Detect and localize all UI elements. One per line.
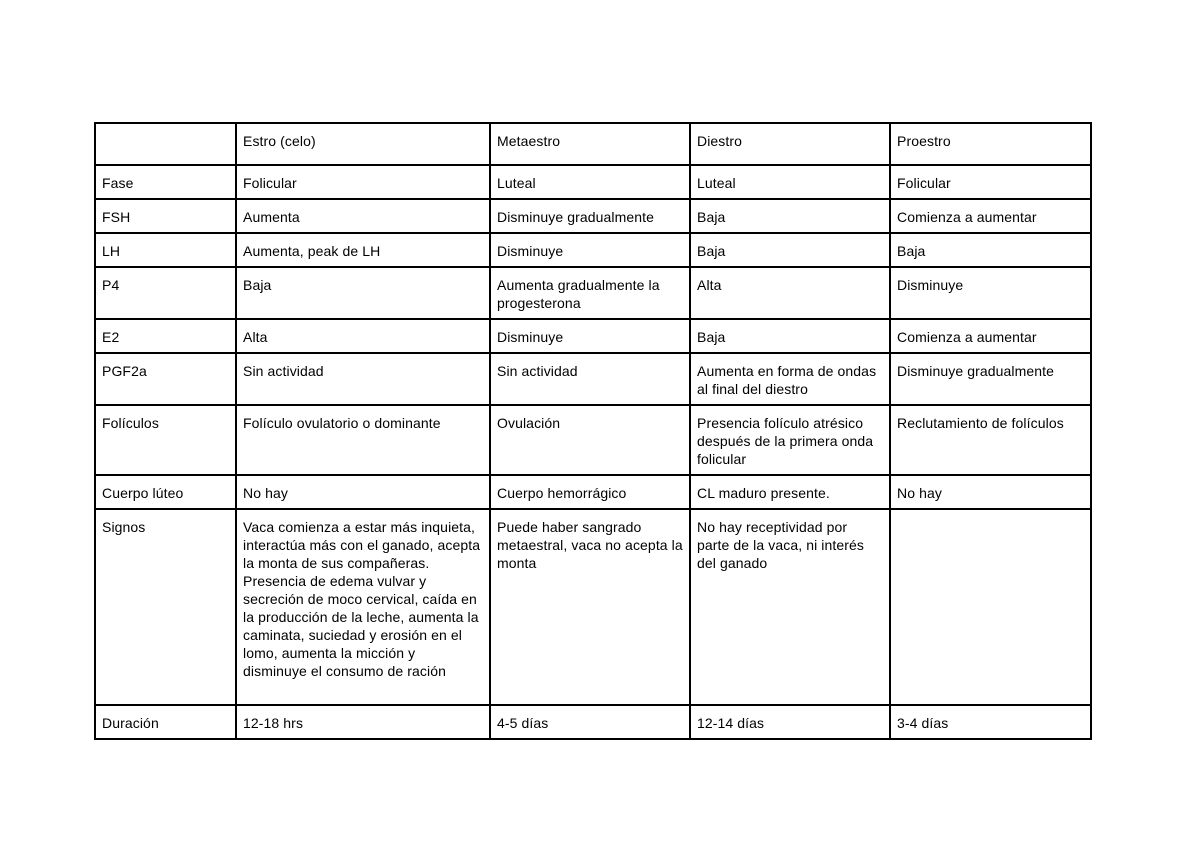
row-label: PGF2a: [95, 353, 236, 405]
table-row-e2: [95, 319, 1091, 353]
table-cell: No hay: [890, 475, 1091, 509]
table-row-p4: [95, 267, 1091, 319]
header-cell-diestro: Diestro: [690, 123, 890, 165]
table-cell: Sin actividad: [490, 353, 690, 405]
table-header-row: [95, 123, 1091, 165]
table-cell: CL maduro presente.: [690, 475, 890, 509]
table-cell: Baja: [690, 233, 890, 267]
table-cell: Presencia folículo atrésico después de la primera onda folicular: [690, 405, 890, 475]
row-label: E2: [95, 319, 236, 353]
table-cell: Baja: [890, 233, 1091, 267]
row-label: Duración: [95, 705, 236, 739]
table-row-cuerpo-luteo: [95, 475, 1091, 509]
table-cell: Aumenta, peak de LH: [236, 233, 490, 267]
table-row-duracion: [95, 705, 1091, 739]
row-label: LH: [95, 233, 236, 267]
table-cell: Luteal: [690, 165, 890, 199]
table-cell: Disminuye: [490, 233, 690, 267]
row-label: Folículos: [95, 405, 236, 475]
table-row-fsh: [95, 199, 1091, 233]
table-cell: Alta: [690, 267, 890, 319]
table-cell: No hay: [236, 475, 490, 509]
row-label: FSH: [95, 199, 236, 233]
table-cell: Aumenta: [236, 199, 490, 233]
table-cell: Aumenta en forma de ondas al final del diestro: [690, 353, 890, 405]
table-cell: Luteal: [490, 165, 690, 199]
table-cell: No hay receptividad por parte de la vaca, ni interés del ganado: [690, 509, 890, 705]
table-cell: Alta: [236, 319, 490, 353]
row-label: Signos: [95, 509, 236, 705]
table-row-foliculos: [95, 405, 1091, 475]
table-cell: Disminuye: [490, 319, 690, 353]
table-cell: Folicular: [236, 165, 490, 199]
table-cell: Reclutamiento de folículos: [890, 405, 1091, 475]
table-cell: 4-5 días: [490, 705, 690, 739]
header-cell-empty: [95, 123, 236, 165]
table-cell: Ovulación: [490, 405, 690, 475]
table-row-fase: [95, 165, 1091, 199]
table-cell: 12-18 hrs: [236, 705, 490, 739]
table-cell: Comienza a aumentar: [890, 319, 1091, 353]
table-cell: Folicular: [890, 165, 1091, 199]
estrous-cycle-table: [94, 122, 1092, 740]
header-cell-proestro: Proestro: [890, 123, 1091, 165]
table-cell: Puede haber sangrado metaestral, vaca no acepta la monta: [490, 509, 690, 705]
table-row-signos: [95, 509, 1091, 705]
header-cell-estro: Estro (celo): [236, 123, 490, 165]
row-label: Cuerpo lúteo: [95, 475, 236, 509]
row-label: Fase: [95, 165, 236, 199]
table-cell: Disminuye: [890, 267, 1091, 319]
table-row-lh: [95, 233, 1091, 267]
table-cell: Cuerpo hemorrágico: [490, 475, 690, 509]
table-cell: Disminuye gradualmente: [890, 353, 1091, 405]
table-cell: Baja: [236, 267, 490, 319]
table-cell: 3-4 días: [890, 705, 1091, 739]
table-cell: Baja: [690, 319, 890, 353]
table-cell: Disminuye gradualmente: [490, 199, 690, 233]
row-label: P4: [95, 267, 236, 319]
table-cell: [890, 509, 1091, 705]
table-cell: Aumenta gradualmente la progesterona: [490, 267, 690, 319]
table-cell: Sin actividad: [236, 353, 490, 405]
table-row-pgf2a: [95, 353, 1091, 405]
table-cell: Folículo ovulatorio o dominante: [236, 405, 490, 475]
header-cell-metaestro: Metaestro: [490, 123, 690, 165]
table-cell: Vaca comienza a estar más inquieta, interactúa más con el ganado, acepta la monta de sus compañeras. Presencia de edema vulvar y secreción de moco cervical, caída en la producción de la leche, aumenta la caminata, suciedad y erosión en el lomo, aumenta la micción y disminuye el consumo de ración: [236, 509, 490, 705]
table-cell: 12-14 días: [690, 705, 890, 739]
table-cell: Comienza a aumentar: [890, 199, 1091, 233]
table-cell: Baja: [690, 199, 890, 233]
